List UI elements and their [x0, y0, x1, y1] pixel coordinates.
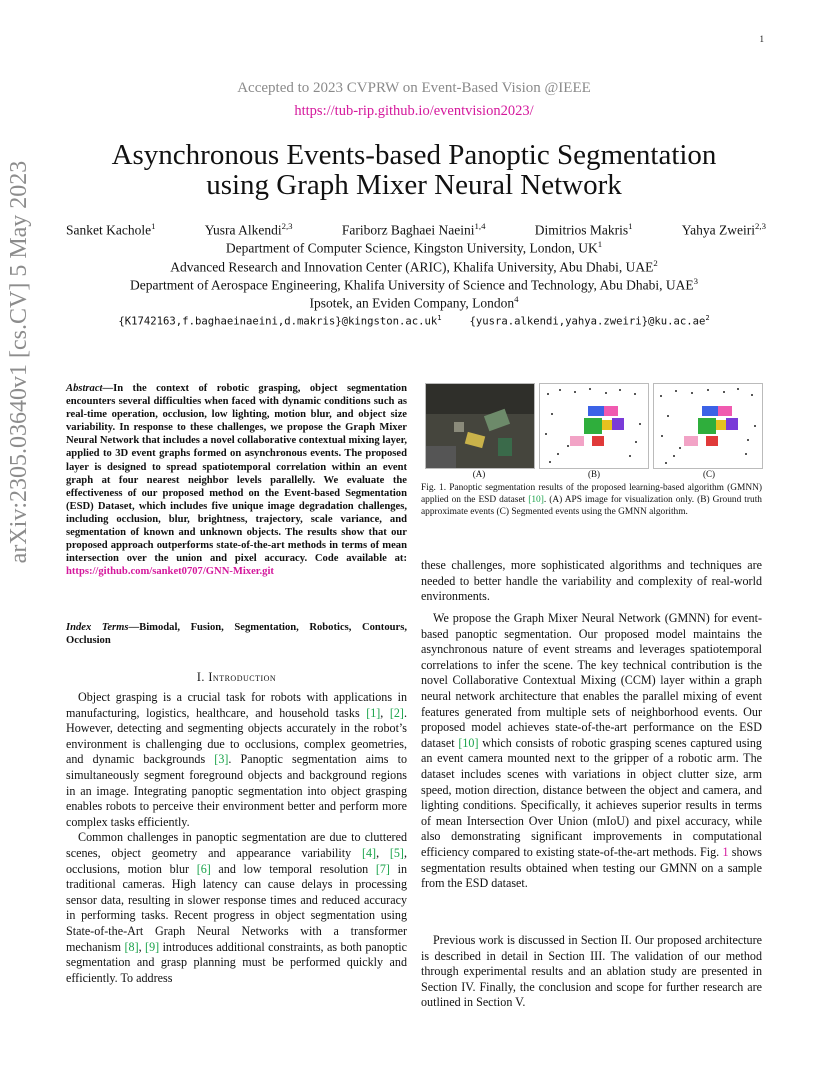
- author: Dimitrios Makris$^1$: [534, 221, 633, 238]
- citation-link[interactable]: [2]: [389, 705, 404, 720]
- page-number: 1: [759, 34, 764, 44]
- author: Sanket Kachole$^1$: [66, 221, 156, 238]
- intro-body: [66, 690, 407, 986]
- email: $\{yusra.alkendi,yahya.zweiri\}@ku.ac.ae^2$: [469, 314, 710, 328]
- email-list: [40, 314, 788, 328]
- paper-title: [40, 140, 788, 200]
- title-line-2: using Graph Mixer Neural Network: [206, 169, 622, 201]
- citation-link[interactable]: [4]: [361, 845, 377, 860]
- figure-1: [425, 383, 763, 483]
- aps-image: [425, 383, 535, 469]
- citation-link[interactable]: [1]: [366, 705, 381, 720]
- figure-link[interactable]: 1: [722, 844, 729, 859]
- citation-link[interactable]: [3]: [214, 752, 229, 767]
- paragraph: Object grasping is a crucial task for robots with applications in manufacturing, logistics, healthcare, and household tasks [1], [2]. However, detecting and segmenting objects accurately in the robot’s environment is challenging due to occlusions, complex geometries, and dynamic backgrounds [3]. Panoptic segmentation aims to simultaneously segment foreground objects and background regions in an image. Integrating panoptic segmentation into object grasping enables robots to perceive their environment better and perform more complex tasks efficiently.: [66, 690, 407, 829]
- right-paragraph-3: Previous work is discussed in Section II. Our proposed architecture is described in detail in Section III. The validation of our method through experimental results and an ablation study are presented in Section IV. Finally, the conclusion and scope for further research are outlined in Section V.: [421, 933, 762, 1010]
- citation-link[interactable]: [5]: [389, 845, 404, 860]
- ground-truth-events-image: [539, 383, 649, 469]
- paragraph: Common challenges in panoptic segmentation are due to cluttered scenes, object geometry and appearance variability [4], [5], occlusions, motion blur [6] and low temporal resolution [7] in traditional cameras. High latency can cause delays in processing sensor data, resulting in slower response times and reduced accuracy in performing tasks. Recent progress in object segmentation using State-of-the-Art Graph Neural Networks with a transformer mechanism [8], [9] introduces additional constraints, as both panoptic segmentation and grasp planning must be performed quickly and efficiently. To address: [66, 830, 407, 985]
- segmented-events-image: [653, 383, 763, 469]
- index-terms-label: Index Terms: [66, 622, 129, 633]
- author: Yahya Zweiri$^{2,3}$: [681, 221, 766, 238]
- author: Fariborz Baghaei Naeini$^{1,4}$: [341, 221, 486, 238]
- figure-sublabels: [425, 469, 763, 479]
- right-paragraph-1: these challenges, more sophisticated algorithms and techniques are needed to better handle the variability and complexity of real-world environments.: [421, 558, 762, 604]
- title-line-1: Asynchronous Events-based Panoptic Segmentation: [111, 139, 717, 171]
- workshop-link[interactable]: https://tub-rip.github.io/eventvision2023/: [294, 103, 534, 119]
- affiliation: Department of Computer Science, Kingston University, London, $UK^1$: [225, 239, 603, 256]
- right-paragraph-2: We propose the Graph Mixer Neural Network (GMNN) for event-based panoptic segmentation. Our proposed model maintains the asynchronous nature of event streams and leverages spatiotemporal correlations to infer the scene. The key technical contribution is the novel Collaborative Contextual Mixing (CCM) layer within a graph neural network architecture that enables the parallel mixing of event features generated from multiple sets of neighborhood events. Our proposed model achieves state-of-the-art performance on the ESD dataset [10] which consists of robotic grasping scenes captured using an event camera mounted next to the gripper of a robotic arm. The dataset includes scenes with variations in object clutter size, arm speed, motion direction, distance between the object and camera, and lighting conditions. Specifically, it achieves superior results in terms of mean Intersection Over Union (mIoU) and pixel accuracy, while also demonstrating significant improvements in computational efficiency compared to existing state-of-the-art methods. Fig. 1 shows segmentation results obtained when testing our GMNN on a sample from the ESD dataset.: [421, 611, 762, 891]
- sublabel: (A): [472, 469, 486, 479]
- author: Yusra Alkendi$^{2,3}$: [204, 221, 293, 238]
- figure-caption: Fig. 1. Panoptic segmentation results of the proposed learning-based algorithm (GMNN) applied on the ESD dataset [10]. (A) APS image for visualization only. (B) Ground truth approximate events (C) Segmented events using the GMNN algorithm.: [421, 483, 762, 517]
- abstract-label: Abstract: [66, 383, 103, 394]
- email: $\{K1742163,f.baghaeinaeini,d.makris\}@kingston.ac.uk^1$: [118, 314, 442, 328]
- author-list: [66, 221, 766, 239]
- sublabel: (C): [703, 469, 715, 479]
- citation-link[interactable]: [6]: [196, 861, 211, 876]
- citation-link[interactable]: [9]: [145, 939, 160, 954]
- acceptance-note: Accepted to 2023 CVPRW on Event-Based Vision @IEEE: [237, 80, 591, 96]
- index-terms: Index Terms—Bimodal, Fusion, Segmentation, Robotics, Contours, Occlusion: [66, 622, 407, 647]
- code-link[interactable]: https://github.com/sanket0707/GNN-Mixer.git: [66, 566, 274, 578]
- citation-link[interactable]: [10]: [458, 735, 479, 750]
- citation-link[interactable]: [10]: [528, 494, 544, 505]
- citation-link[interactable]: [7]: [375, 861, 390, 876]
- affiliation: Advanced Research and Innovation Center (ARIC), Khalifa University, Abu Dhabi, UAE$^2$: [170, 258, 658, 275]
- abstract: Abstract—In the context of robotic grasping, object segmentation encounters several difficulties when faced with dynamic conditions such as real-time operation, occlusion, low lighting, motion blur, and object size variability. In response to these challenges, we propose the Graph Mixer Neural Network that includes a novel collaborative contextual mixing layer, applied to 3D event graphs formed on asynchronous events. The proposed layer is designed to spread spatiotemporal correlation within an event graph at four nearest neighbor levels parallelly. We evaluate the effectiveness of our proposed method on the Event-based Segmentation (ESD) Dataset, which includes five unique image degradation challenges, including occlusion, blur, brightness, trajectory, scale variance, and segmentation of known and unknown objects. The results show that our proposed approach outperforms state-of-the-art methods in terms of mean intersection over the union and pixel accuracy. Code available at: https://github.com/sanket0707/GNN-Mixer.git: [66, 383, 407, 578]
- sublabel: (B): [588, 469, 600, 479]
- citation-link[interactable]: [8]: [124, 939, 139, 954]
- affiliation: Department of Aerospace Engineering, Khalifa University of Science and Technology, Abu Dhabi, UAE$^3$: [129, 276, 699, 293]
- affiliation: Ipsotek, an Eviden Company, London$^4$: [309, 294, 519, 311]
- section-heading: I. Introduction: [196, 670, 277, 684]
